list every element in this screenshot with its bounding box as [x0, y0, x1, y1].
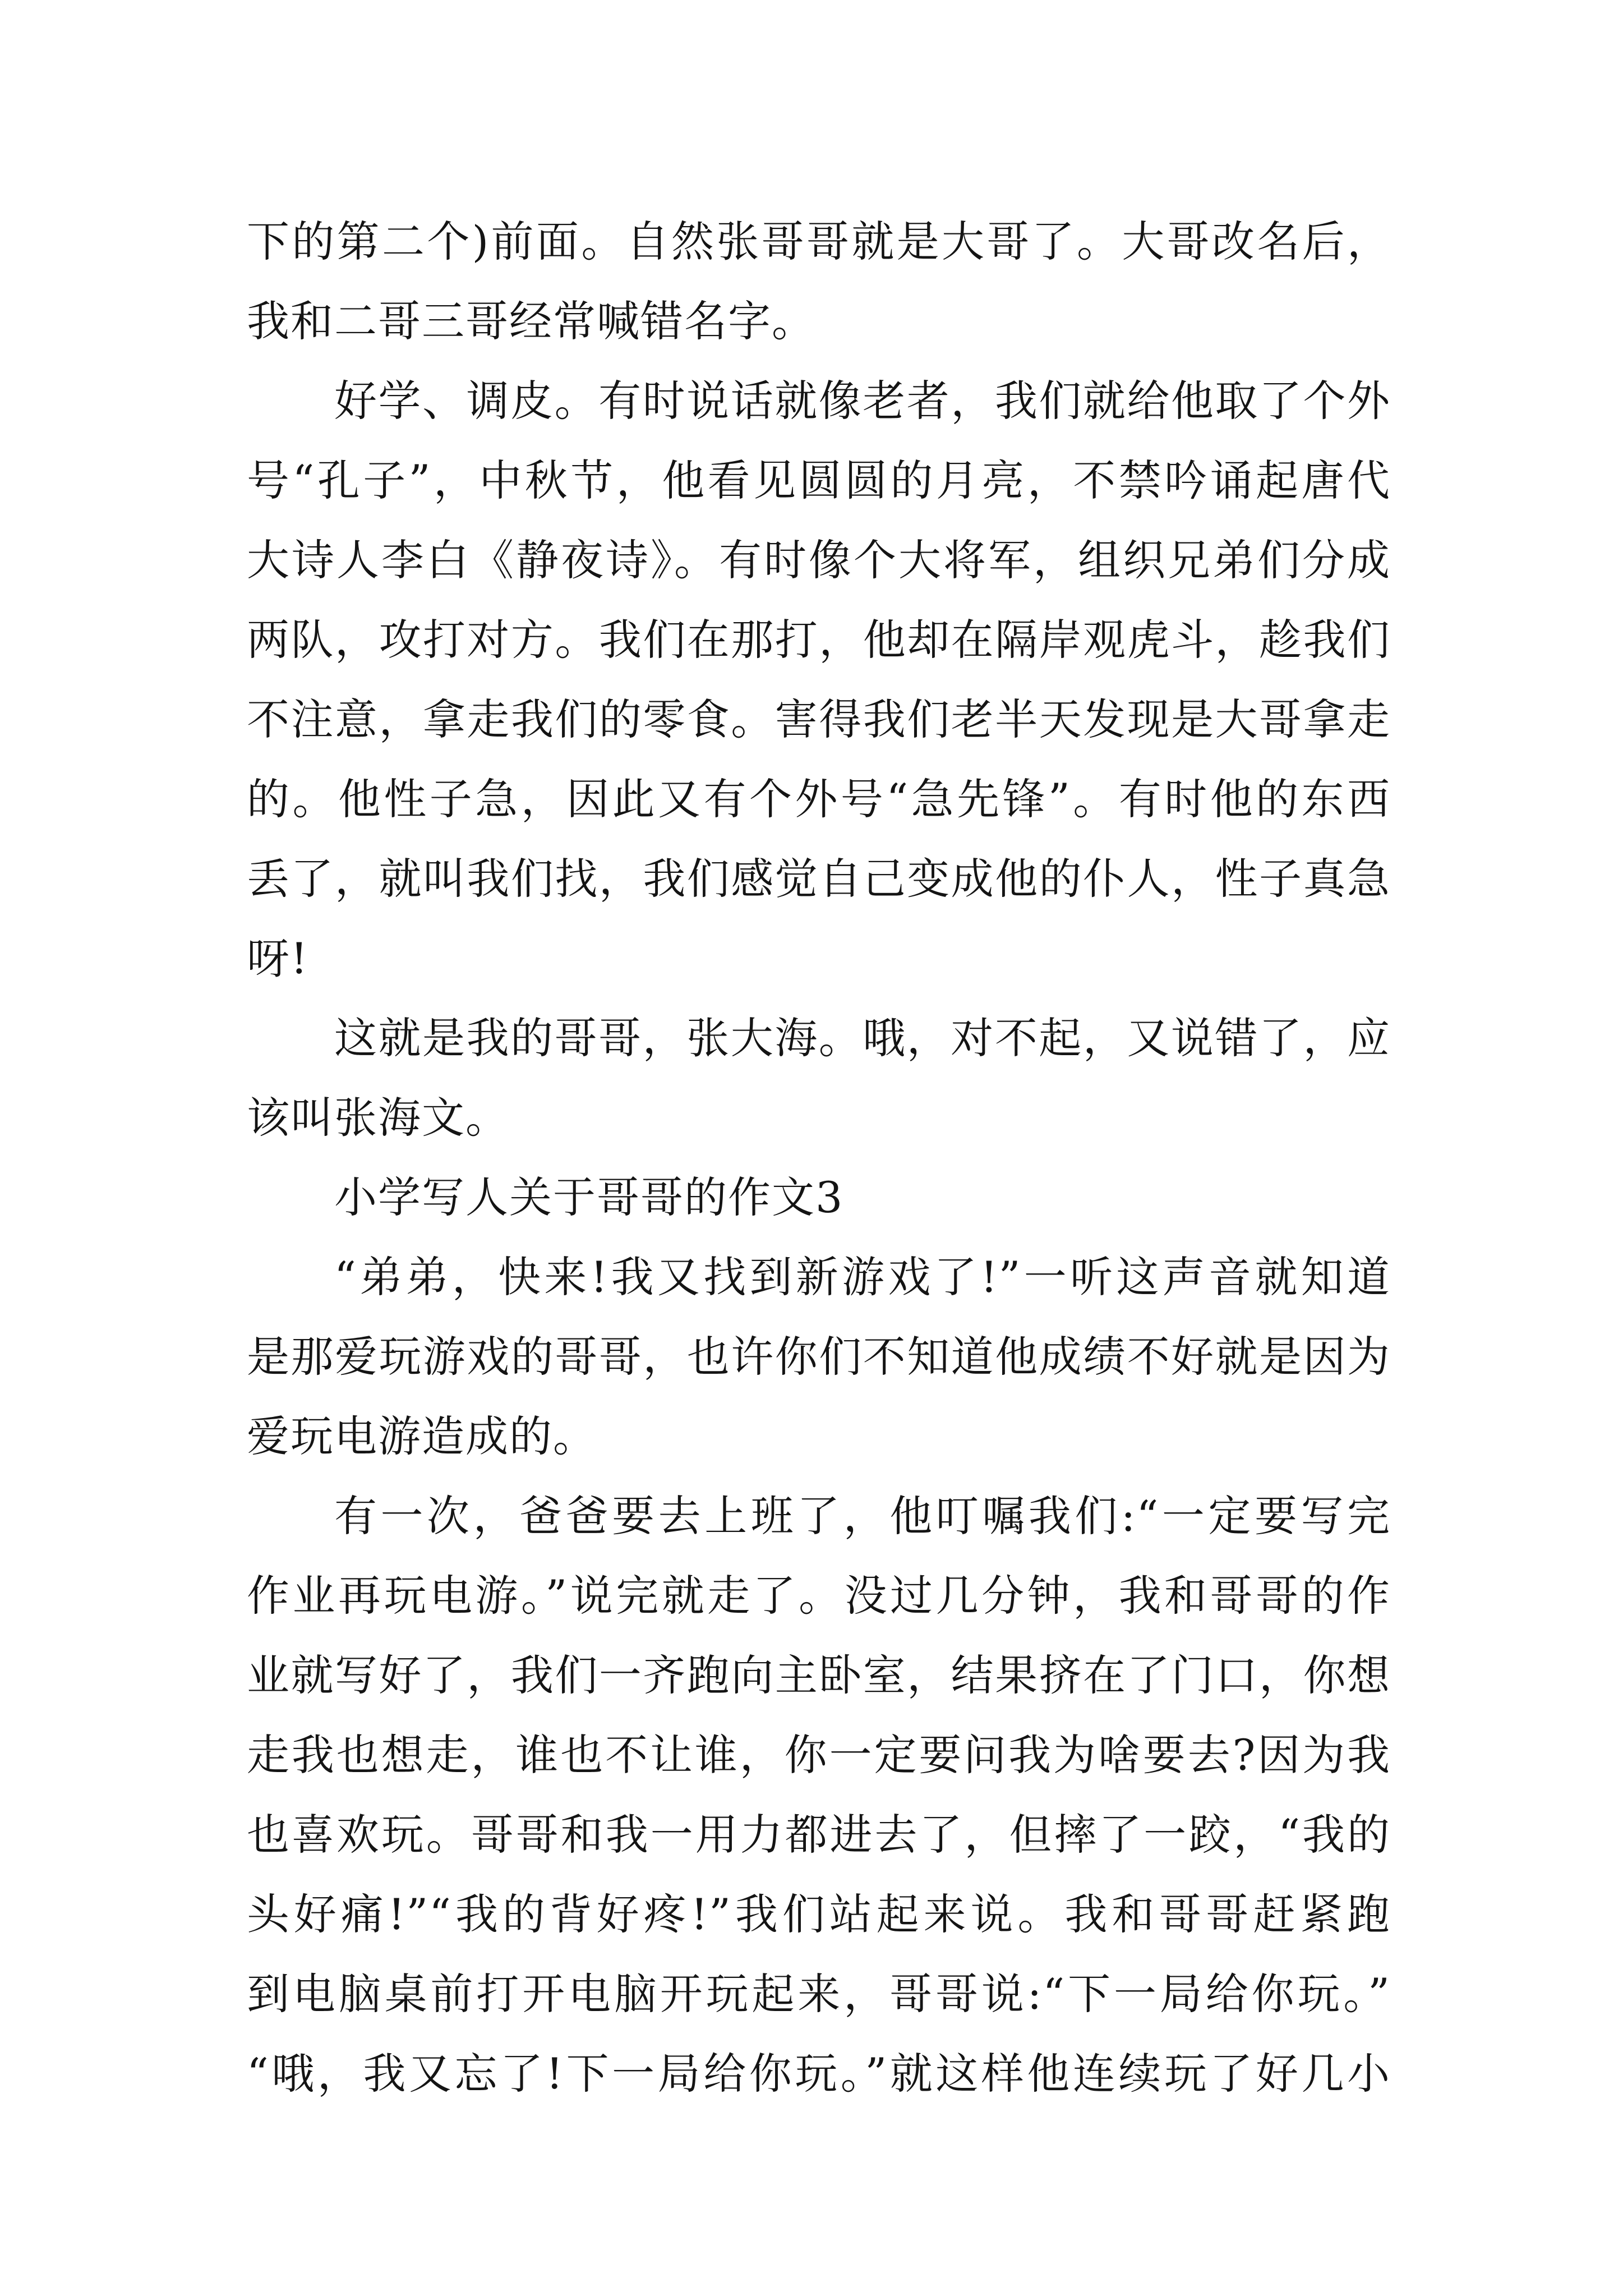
text-line: 不注意，拿走我们的零食。害得我们老半天发现是大哥拿走: [247, 694, 1391, 744]
document-body: [247, 202, 1391, 2114]
section-heading: [247, 1158, 1391, 1237]
text-line: 丢了，就叫我们找，我们感觉自己变成他的仆人，性子真急: [247, 854, 1391, 904]
text-line: 头好痛!”“我的背好疼!”我们站起来说。我和哥哥赶紧跑: [247, 1889, 1391, 1939]
text-line: 下的第二个)前面。自然张哥哥就是大哥了。大哥改名后，: [247, 217, 1391, 266]
text-line: 这就是我的哥哥，张大海。哦，对不起，又说错了，应: [334, 1013, 1391, 1063]
paragraph-continued: [247, 202, 1391, 361]
text-line: 走我也想走，谁也不让谁，你一定要问我为啥要去?因为我: [247, 1730, 1391, 1780]
text-line: 我和二哥三哥经常喊错名字。: [247, 296, 815, 346]
text-line: 业就写好了，我们一齐跑向主卧室，结果挤在了门口，你想: [247, 1650, 1391, 1700]
text-line: 有一次，爸爸要去上班了，他叮嘱我们:“一定要写完: [334, 1491, 1391, 1541]
text-line: 呀!: [247, 933, 309, 983]
paragraph: [247, 999, 1391, 1158]
text-line: 是那爱玩游戏的哥哥，也许你们不知道他成绩不好就是因为: [247, 1332, 1391, 1382]
heading-text: 小学写人关于哥哥的作文3: [334, 1172, 844, 1222]
text-line: 爱玩电游造成的。: [247, 1411, 597, 1461]
text-line: 到电脑桌前打开电脑开玩起来，哥哥说:“下一局给你玩。”: [247, 1969, 1391, 2019]
text-line: 也喜欢玩。哥哥和我一用力都进去了，但摔了一跤，“我的: [247, 1810, 1391, 1860]
text-line: 的。他性子急，因此又有个外号“急先锋”。有时他的东西: [247, 774, 1391, 824]
paragraph: [247, 361, 1391, 999]
text-line: 大诗人李白《静夜诗》。有时像个大将军，组织兄弟们分成: [247, 535, 1391, 585]
text-line: 作业再玩电游。”说完就走了。没过几分钟，我和哥哥的作: [247, 1571, 1391, 1621]
paragraph: [247, 1476, 1391, 2114]
text-line: “哦，我又忘了!下一局给你玩。”就这样他连续玩了好几小: [247, 2049, 1391, 2099]
text-line: “弟弟，快来!我又找到新游戏了!”一听这声音就知道: [334, 1252, 1391, 1302]
text-line: 该叫张海文。: [247, 1093, 509, 1143]
text-line: 号“孔子”，中秋节，他看见圆圆的月亮，不禁吟诵起唐代: [247, 455, 1391, 505]
text-line: 好学、调皮。有时说话就像老者，我们就给他取了个外: [334, 376, 1391, 426]
paragraph: [247, 1237, 1391, 1476]
text-line: 两队，攻打对方。我们在那打，他却在隔岸观虎斗，趁我们: [247, 615, 1391, 665]
